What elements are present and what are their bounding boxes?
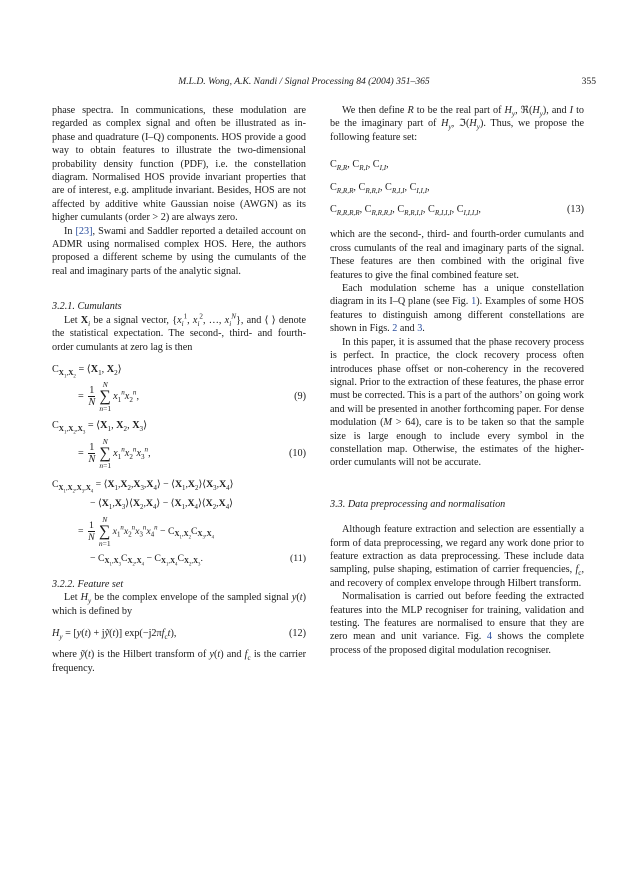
equation-number-10: (10) xyxy=(289,447,306,459)
equation-number-13: (13) xyxy=(567,204,584,216)
figure-ref-1[interactable]: 1 xyxy=(471,296,477,308)
figure-ref-3[interactable]: 3 xyxy=(417,323,423,335)
equation-13: $C_{R,R}$, $C_{R,I}$, $C_{I,I}$, $C_{R,R,R}$, $C_{R,R,I}$, $C_{R,I,I}$, $C_{I,I,I}$, $C_{R,R,R,R}$, $C_{R,R,R,I}$, $C_{R,R,I,I}$, $C_{R,I,I,I}$, $C_{I,I,I,I}$, (13) xyxy=(330,159,584,218)
section-heading-feature-set: 3.2.2. Feature set xyxy=(52,578,124,590)
running-title: M.L.D. Wong, A.K. Nandi / Signal Processing 84 (2004) 351–365 xyxy=(178,76,430,87)
left-column xyxy=(52,104,306,675)
equation-9: $C_{X_1,X_2}$ = $⟨X_1$, $X_2⟩$ = $\frac{1}{N}$ N ∑ n=1 $x_1^nx_2^n$, (9) xyxy=(52,363,306,414)
paragraph-cumulants: Let $X_i$ be a signal vector, {$x_i^1$, $x_i^2$, …, $x_i^N$}, and ⟨ ⟩ denote the statistical expectation. The second-, third- and fourth-order cumulants at zero lag is then xyxy=(52,312,307,353)
paragraph-hilbert: where ỹ(t) is the Hilbert transform of y(t) and $f_c$ is the carrier frequency. xyxy=(52,649,306,674)
section-heading-cumulants: 3.2.1. Cumulants xyxy=(52,301,122,313)
paragraph-swami: In [23], Swami and Saddler reported a detailed account on ADMR using normalised complex HOS. Here, the authors proposed a different scheme by using the cumulants of the real and imaginary parts of the analytic signal. xyxy=(52,225,306,277)
paragraph-hos-intro: phase spectra. In communications, these modulation are regarded as complex signal and often be illustrated as in-phase and quadrature (I–Q) components. HOS provide a good way to obtain features to illustrate the two-dimensional probability density function (PDF), i.e. the constellation diagram. Normalised HOS provide invariant properties that are of interest, e.g. amplitude invariant. Besides, HOS are not affected by additive white Gaussian noise (AWGN) as its higher cumulants (order > 2) are always zero. xyxy=(52,105,306,224)
equation-number-9: (9) xyxy=(294,391,306,403)
equation-11: $C_{X_1,X_2,X_3,X_4}$ = $⟨X_1,X_2,X_3,X_4⟩$ − $⟨X_1,X_2⟩⟨X_3,X_4⟩$ − $⟨X_1,X_3⟩⟨X_2,X_4⟩$ − $⟨X_1,X_4⟩⟨X_2,X_4⟩$ = $\frac{1}{N}$ N ∑ n=1 $x_1^nx_2^nx_3^nx_4^n - C_{X_1,X_2}C_{X_3,X_4}$ − $C_{X_1,X_3}C_{X_2,X_4} - C_{X_1,X_4}C_{X_2,X_3}$. (11) xyxy=(52,478,306,568)
paragraph-feature-set: Let $H_y$ be the complex envelope of the sampled signal y(t) which is defined by xyxy=(52,592,306,617)
paragraph-cross-cumulants: which are the second-, third- and fourth-order cumulants and cross cumulants of the real and imaginary parts of the signal. These features are then combined with the original five features to give the final combined feature set. xyxy=(330,229,584,281)
paragraph-normalisation: Normalisation is carried out before feeding the extracted features into the MLP recogniser for training, validation and testing. The features are normalised to ensure that they are zero mean and unit variance. Fig. 4 shows the complete process of the proposed digital modulation recogniser. xyxy=(330,591,584,656)
figure-ref-4[interactable]: 4 xyxy=(486,631,492,643)
page-number: 355 xyxy=(581,76,596,87)
equation-number-12: (12) xyxy=(289,628,306,640)
paragraph-preprocessing: Although feature extraction and selection are essentially a form of data preprocessing, we regard any work done prior to feature extraction as data preprocessing. These include data sampling, pulse shaping, estimation of carrier frequencies, $f_c$, and recovery of complex envelope through Hilbert transform. xyxy=(330,524,584,589)
paragraph-constellation: Each modulation scheme has a unique constellation diagram in its I–Q plane (see Fig. 1). Examples of some HOS features to distinguish among different constellations are shown in Figs. 2 and 3. xyxy=(330,283,585,335)
paragraph-phase-recovery: In this paper, it is assumed that the phase recovery process is perfect. In practice, the clock recovery process often introduces phase offset or non-coherency in the recovered signal. Prior to the extraction of these features, the phase error must be corrected. This is a part of the authors’ on going work and will be presented in another forthcoming paper. For dense modulation (M > 64), care is to be taken so that the sample size is large enough to include every symbol in the constellation map. Otherwise, the estimates of the higher-order cumulants will not be accurate. xyxy=(330,336,584,469)
paragraph-define-r-i: We then define R to be the real part of $H_y$, $ℜ(H_y)$, and I to be the imaginary part of $H_y$, $ℑ(H_y)$. Thus, we propose the following feature set: xyxy=(330,105,584,143)
equation-10: $C_{X_1,X_2,X_3}$ = $⟨X_1$, $X_2$, $X_3⟩$ = $\frac{1}{N}$ N ∑ n=1 $x_1^nx_2^nx_3^n$, (10) xyxy=(52,420,306,470)
figure-ref-2[interactable]: 2 xyxy=(392,323,398,335)
equation-number-11: (11) xyxy=(290,552,306,564)
citation-23[interactable]: [23] xyxy=(75,225,93,237)
running-header xyxy=(52,76,596,90)
section-heading-preprocessing: 3.3. Data preprocessing and normalisation xyxy=(330,498,506,510)
right-column xyxy=(330,104,584,657)
equation-12: $H_y = [y(t)$ + jỹ(t)] $\exp(-j2\pi f_ct)$, (12) xyxy=(52,628,306,642)
